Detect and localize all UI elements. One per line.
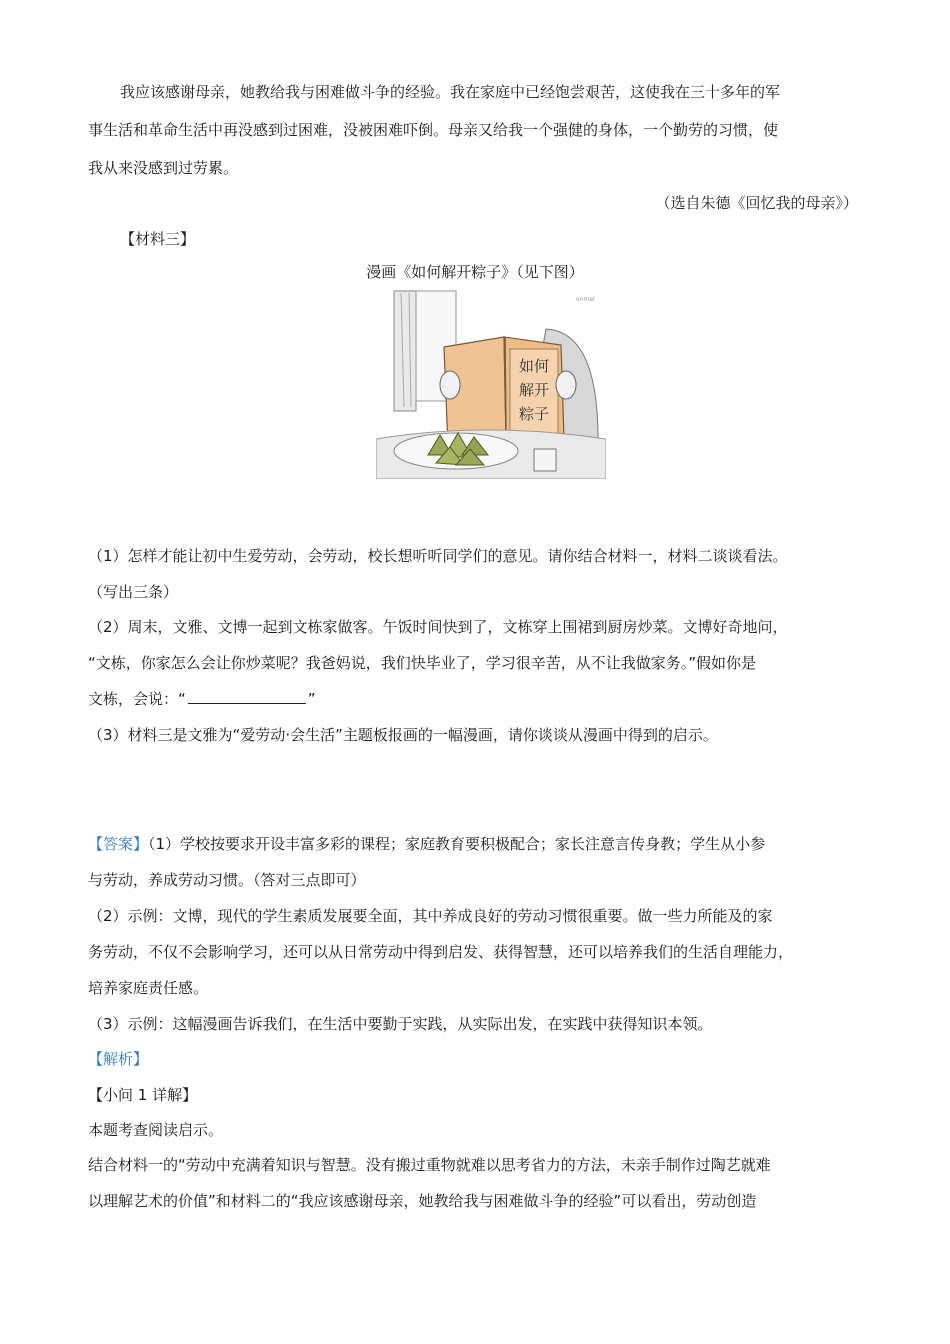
material2-paragraph-line-1: 我应该感谢母亲，她教给我与困难做斗争的经验。我在家庭中已经饱尝艰苦，这使我在三十多年的军 [120, 83, 781, 101]
cartoon-image [376, 289, 606, 479]
book-title-line-2: 解开 [518, 381, 550, 399]
answer-blank[interactable] [188, 689, 306, 704]
analysis-subheading-1: 【小问 1 详解】 [88, 1086, 198, 1104]
answer-2-line-3: 培养家庭责任感。 [88, 979, 209, 997]
question-2-prefix: 文栋，会说：“ [88, 690, 186, 708]
cartoon-watermark: onmel [576, 296, 595, 303]
analysis-tag: 【解析】 [88, 1050, 149, 1068]
answer-2-line-1: （2）示例：文博，现代的学生素质发展要全面，其中养成良好的劳动习惯很重要。做一些力所能及的家 [88, 907, 773, 925]
question-2-suffix: ” [307, 690, 316, 708]
answer-1-part-1: （1）学校按要求开设丰富多彩的课程；家庭教育要积极配合；家长注意言传身教；学生从小参 [148, 835, 766, 853]
cartoon-caption: 漫画《如何解开粽子》（见下图） [366, 263, 584, 281]
analysis-line-2: 结合材料一的“劳动中充满着知识与智慧。没有搬过重物就难以思考省力的方法，未亲手制作过陶艺就难 [88, 1156, 771, 1174]
question-2-line-1: （2）周末，文雅、文博一起到文栋家做客。午饭时间快到了，文栋穿上围裙到厨房炒菜。文博好奇地问， [88, 618, 788, 636]
question-2-line-2: “文栋，你家怎么会让你炒菜呢？我爸妈说，我们快毕业了，学习很辛苦，从不让我做家务。”假如你是 [88, 654, 757, 672]
question-2-line-3 [88, 688, 316, 709]
book-title-line-3: 粽子 [518, 405, 550, 423]
answer-tag: 【答案】 [88, 835, 149, 853]
analysis-line-1: 本题考查阅读启示。 [88, 1121, 224, 1139]
analysis-line-3: 以理解艺术的价值”和材料二的“我应该感谢母亲，她教给我与困难做斗争的经验”可以看出，劳动创造 [88, 1192, 757, 1210]
answer-line-1 [88, 833, 765, 854]
material2-paragraph-line-2: 事生活和革命生活中再没感到过困难，没被困难吓倒。母亲又给我一个强健的身体，一个勤劳的习惯，使 [88, 121, 779, 139]
answer-1-line-2: 与劳动，养成劳动习惯。（答对三点即可） [88, 871, 366, 889]
question-1-line-1: （1）怎样才能让初中生爱劳动，会劳动，校长想听听同学们的意见。请你结合材料一，材料二谈谈看法。 [88, 547, 788, 565]
material2-paragraph-line-3: 我从来没感到过劳累。 [88, 159, 239, 177]
material2-source: （选自朱德《回忆我的母亲》） [655, 194, 858, 212]
question-1-line-2: （写出三条） [88, 583, 179, 601]
material3-heading: 【材料三】 [120, 230, 196, 248]
answer-2-line-2: 务劳动，不仅不会影响学习，还可以从日常劳动中得到启发、获得智慧，还可以培养我们的生活自理能力， [88, 943, 794, 961]
answer-3: （3）示例：这幅漫画告诉我们，在生活中要勤于实践，从实际出发，在实践中获得知识本领。 [88, 1015, 713, 1033]
book-title-line-1: 如何 [518, 357, 550, 375]
question-3: （3）材料三是文雅为“爱劳动·会生活”主题板报画的一幅漫画，请你谈谈从漫画中得到的启示。 [88, 726, 718, 744]
